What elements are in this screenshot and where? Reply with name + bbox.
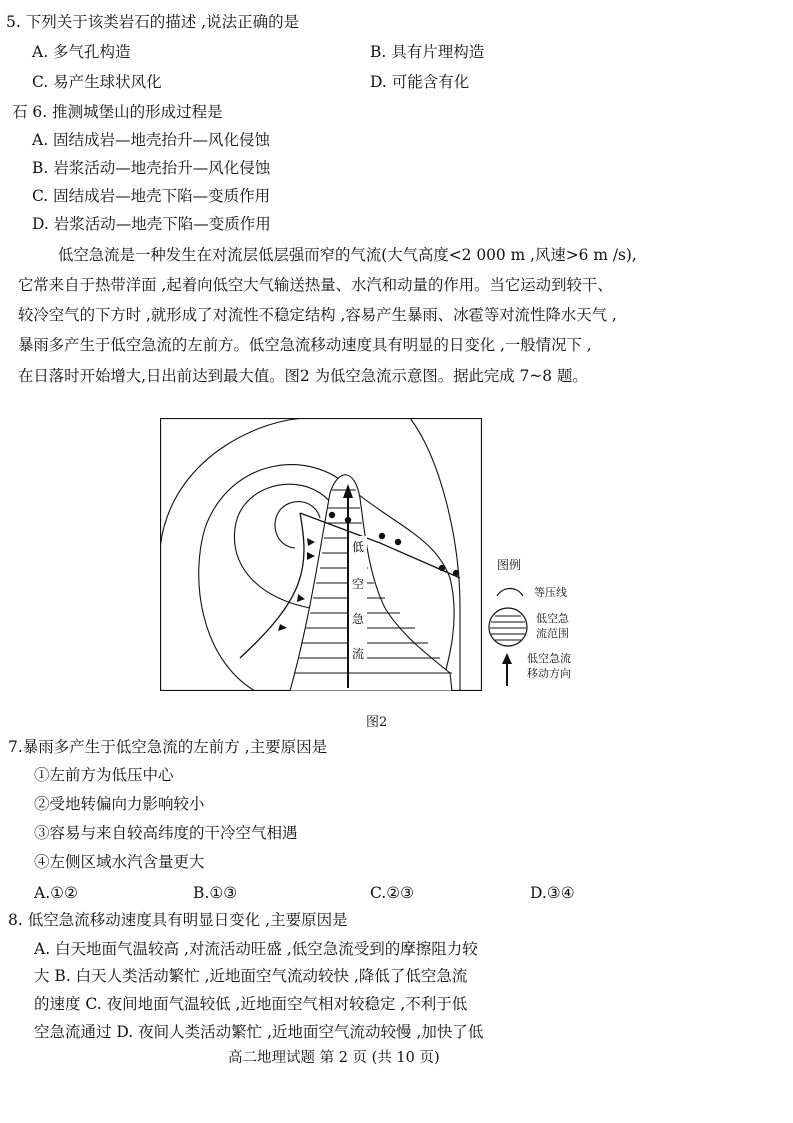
q7-option-d: D.③④ xyxy=(530,884,575,902)
q8-line-4: 空急流通过 D. 夜间人类活动繁忙 ,近地面空气流动较慢 ,加快了低 xyxy=(34,1023,484,1041)
passage-line-4: 暴雨多产生于低空急流的左前方。低空急流移动速度具有明显的日变化 ,一般情况下 , xyxy=(18,336,592,354)
q5-option-c: C. 易产生球状风化 xyxy=(32,73,162,91)
legend-range-label-2: 流范围 xyxy=(536,627,569,640)
q6-option-d: D. 岩浆活动—地壳下陷—变质作用 xyxy=(32,215,271,233)
q6-stem: 石 6. 推测城堡山的形成过程是 xyxy=(12,103,223,121)
q8-stem: 8. 低空急流移动速度具有明显日变化 ,主要原因是 xyxy=(8,911,348,929)
q7-stem: 7.暴雨多产生于低空急流的左前方 ,主要原因是 xyxy=(8,738,328,756)
q8-line-3: 的速度 C. 夜间地面气温较低 ,近地面空气相对较稳定 ,不利于低 xyxy=(34,995,468,1013)
jet-label-char-4: 流 xyxy=(351,647,365,661)
q5-option-a: A. 多气孔构造 xyxy=(32,43,131,61)
q6-option-c: C. 固结成岩—地壳下陷—变质作用 xyxy=(32,187,271,205)
jet-direction-legend-icon xyxy=(500,652,514,688)
passage-line-1: 低空急流是一种发生在对流层低层强而窄的气流(大气高度<2 000 m ,风速>6 m /s), xyxy=(58,246,637,264)
legend-direction-label-2: 移动方向 xyxy=(527,667,571,680)
q7-item-3: ③容易与来自较高纬度的干冷空气相遇 xyxy=(34,824,298,842)
figure-caption: 图2 xyxy=(366,715,388,730)
q7-item-1: ①左前方为低压中心 xyxy=(34,766,174,784)
passage-line-2: 它常来自于热带洋面 ,起着向低空大气输送热量、水汽和动量的作用。当它运动到较干、 xyxy=(18,276,613,294)
passage-line-3: 较冷空气的下方时 ,就形成了对流性不稳定结构 ,容易产生暴雨、冰雹等对流性降水天气 , xyxy=(18,306,617,324)
jet-label-char-2: 空 xyxy=(351,577,365,591)
passage-line-5: 在日落时开始增大,日出前达到最大值。图2 为低空急流示意图。据此完成 7~8 题。 xyxy=(18,367,588,385)
q8-line-1: A. 白天地面气温较高 ,对流活动旺盛 ,低空急流受到的摩擦阻力较 xyxy=(34,940,478,958)
legend-title: 图例 xyxy=(497,558,522,572)
q7-option-b: B.①③ xyxy=(193,884,238,902)
jet-label-char-1: 低 xyxy=(351,540,365,554)
q7-option-c: C.②③ xyxy=(370,884,415,902)
q7-item-2: ②受地转偏向力影响较小 xyxy=(34,795,205,813)
legend-direction-label-1: 低空急流 xyxy=(527,652,571,665)
q6-option-b: B. 岩浆活动—地壳抬升—风化侵蚀 xyxy=(32,159,271,177)
low-level-jet-diagram xyxy=(160,418,482,691)
legend-range-label-1: 低空急 xyxy=(536,612,569,625)
q8-line-2: 大 B. 白天人类活动繁忙 ,近地面空气流动较快 ,降低了低空急流 xyxy=(34,967,468,985)
q6-option-a: A. 固结成岩—地壳抬升—风化侵蚀 xyxy=(32,131,271,149)
q5-stem: 5. 下列关于该类岩石的描述 ,说法正确的是 xyxy=(6,13,300,31)
isobar-legend-icon xyxy=(495,586,525,598)
q7-item-4: ④左侧区域水汽含量更大 xyxy=(34,853,205,871)
legend-isobar-label: 等压线 xyxy=(534,586,567,599)
q7-option-a: A.①② xyxy=(34,884,78,902)
page-footer: 高二地理试题 第 2 页 (共 10 页) xyxy=(228,1050,440,1066)
q5-option-d: D. 可能含有化 xyxy=(370,73,470,91)
q5-option-b: B. 具有片理构造 xyxy=(370,43,485,61)
jet-range-legend-icon xyxy=(487,606,529,648)
jet-label-char-3: 急 xyxy=(351,612,365,626)
